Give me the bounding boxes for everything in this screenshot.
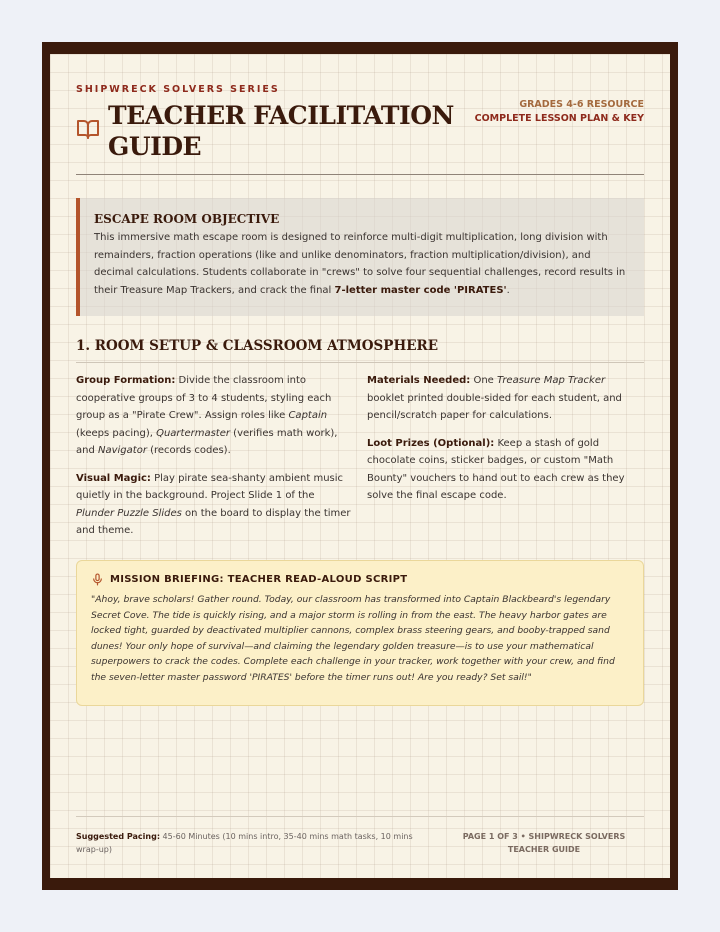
group-text: Divide the classroom into cooperative groups of 3 to 4 students, styling each group as a "Pirate Crew". Assign roles like bbox=[76, 375, 332, 421]
objective-title: ESCAPE ROOM OBJECTIVE bbox=[94, 212, 280, 226]
group-text: (verifies math work), and bbox=[76, 427, 338, 456]
series-label: SHIPWRECK SOLVERS SERIES bbox=[76, 84, 280, 95]
header-divider bbox=[76, 174, 644, 175]
visual-text: Play pirate sea-shanty ambient music quietly in the background. Project Slide 1 of the bbox=[76, 472, 344, 501]
read-aloud-title: MISSION BRIEFING: TEACHER READ-ALOUD SCRIPT bbox=[110, 574, 408, 585]
role-quartermaster: Quartermaster bbox=[156, 427, 230, 439]
role-navigator: Navigator bbox=[98, 445, 147, 456]
loot-paragraph bbox=[367, 435, 645, 505]
pacing-text: 45-60 Minutes (10 mins intro, 35-40 mins math tasks, 10 mins wrap-up) bbox=[76, 832, 413, 854]
objective-suffix: . bbox=[506, 284, 510, 296]
read-aloud-header bbox=[91, 573, 629, 586]
objective-box bbox=[76, 198, 644, 316]
footer-divider bbox=[76, 816, 644, 817]
section-divider bbox=[76, 362, 644, 363]
pacing-label: Suggested Pacing: bbox=[76, 832, 161, 841]
visual-text: on the board to display the timer and theme. bbox=[76, 507, 351, 536]
group-formation-paragraph bbox=[76, 372, 354, 460]
footer-pacing bbox=[76, 830, 436, 856]
group-text: (keeps pacing), bbox=[76, 427, 157, 439]
group-text: (records codes). bbox=[146, 445, 231, 456]
group-formation-label: Group Formation: bbox=[76, 375, 176, 386]
lesson-plan-label: COMPLETE LESSON PLAN & KEY bbox=[474, 113, 644, 124]
page-title: TEACHER FACILITATION GUIDE bbox=[108, 101, 454, 161]
role-captain: Captain bbox=[288, 410, 328, 421]
loot-text: Keep a stash of gold chocolate coins, sticker badges, or custom "Math Bounty" vouchers to hand out to each crew as they solve the final escape code. bbox=[367, 437, 625, 501]
read-aloud-body: "Ahoy, brave scholars! Gather round. Today, our classroom has transformed into Captain Blackbeard's legendary Secret Cove. The tide is quickly rising, and a major storm is rolling in from the east. The heavy harbor gates are locked tight, guarded by deactivated multiplier cannons, complex brass steering gears, and booby-trapped sand dunes! Your only hope of survival—and claiming the legendary golden treasure—is to use your mathematical superpowers to crack the codes. Complete each challenge in your tracker, work together with your crew, and find the seven-letter master password 'PIRATES' before the timer runs out! Are you ready? Set sail!" bbox=[91, 594, 615, 683]
materials-label: Materials Needed: bbox=[367, 375, 471, 386]
guide-page bbox=[42, 42, 678, 890]
master-code-text: 7-letter master code 'PIRATES' bbox=[334, 284, 507, 296]
grades-label: GRADES 4-6 RESOURCE bbox=[519, 99, 644, 110]
visual-magic-paragraph bbox=[76, 470, 354, 540]
book-icon bbox=[76, 117, 100, 141]
section-title-room-setup: 1. ROOM SETUP & CLASSROOM ATMOSPHERE bbox=[76, 338, 439, 354]
footer-page-info: PAGE 1 OF 3 • SHIPWRECK SOLVERS TEACHER GUIDE bbox=[462, 832, 626, 854]
header-meta bbox=[444, 98, 644, 126]
materials-text: booklet printed double-sided for each student, and pencil/scratch paper for calculations. bbox=[367, 392, 622, 421]
materials-text: One bbox=[470, 375, 497, 386]
objective-body bbox=[94, 229, 630, 299]
read-aloud-box bbox=[76, 560, 644, 706]
setup-right-column bbox=[367, 372, 645, 505]
microphone-icon bbox=[91, 573, 104, 586]
setup-left-column bbox=[76, 372, 354, 540]
slides-title: Plunder Puzzle Slides bbox=[76, 507, 182, 519]
tracker-title: Treasure Map Tracker bbox=[496, 375, 606, 386]
materials-paragraph bbox=[367, 372, 645, 425]
loot-label: Loot Prizes (Optional): bbox=[367, 437, 495, 449]
visual-magic-label: Visual Magic: bbox=[76, 472, 151, 484]
objective-text: This immersive math escape room is designed to reinforce multi-digit multiplication, long division with remainders, fraction operations (like and unlike denominators, fraction multiplication/division), and decimal calculations. Students collaborate in "crews" to solve four sequential challenges, record results in their Treasure Map Trackers, and crack the final bbox=[94, 232, 626, 296]
